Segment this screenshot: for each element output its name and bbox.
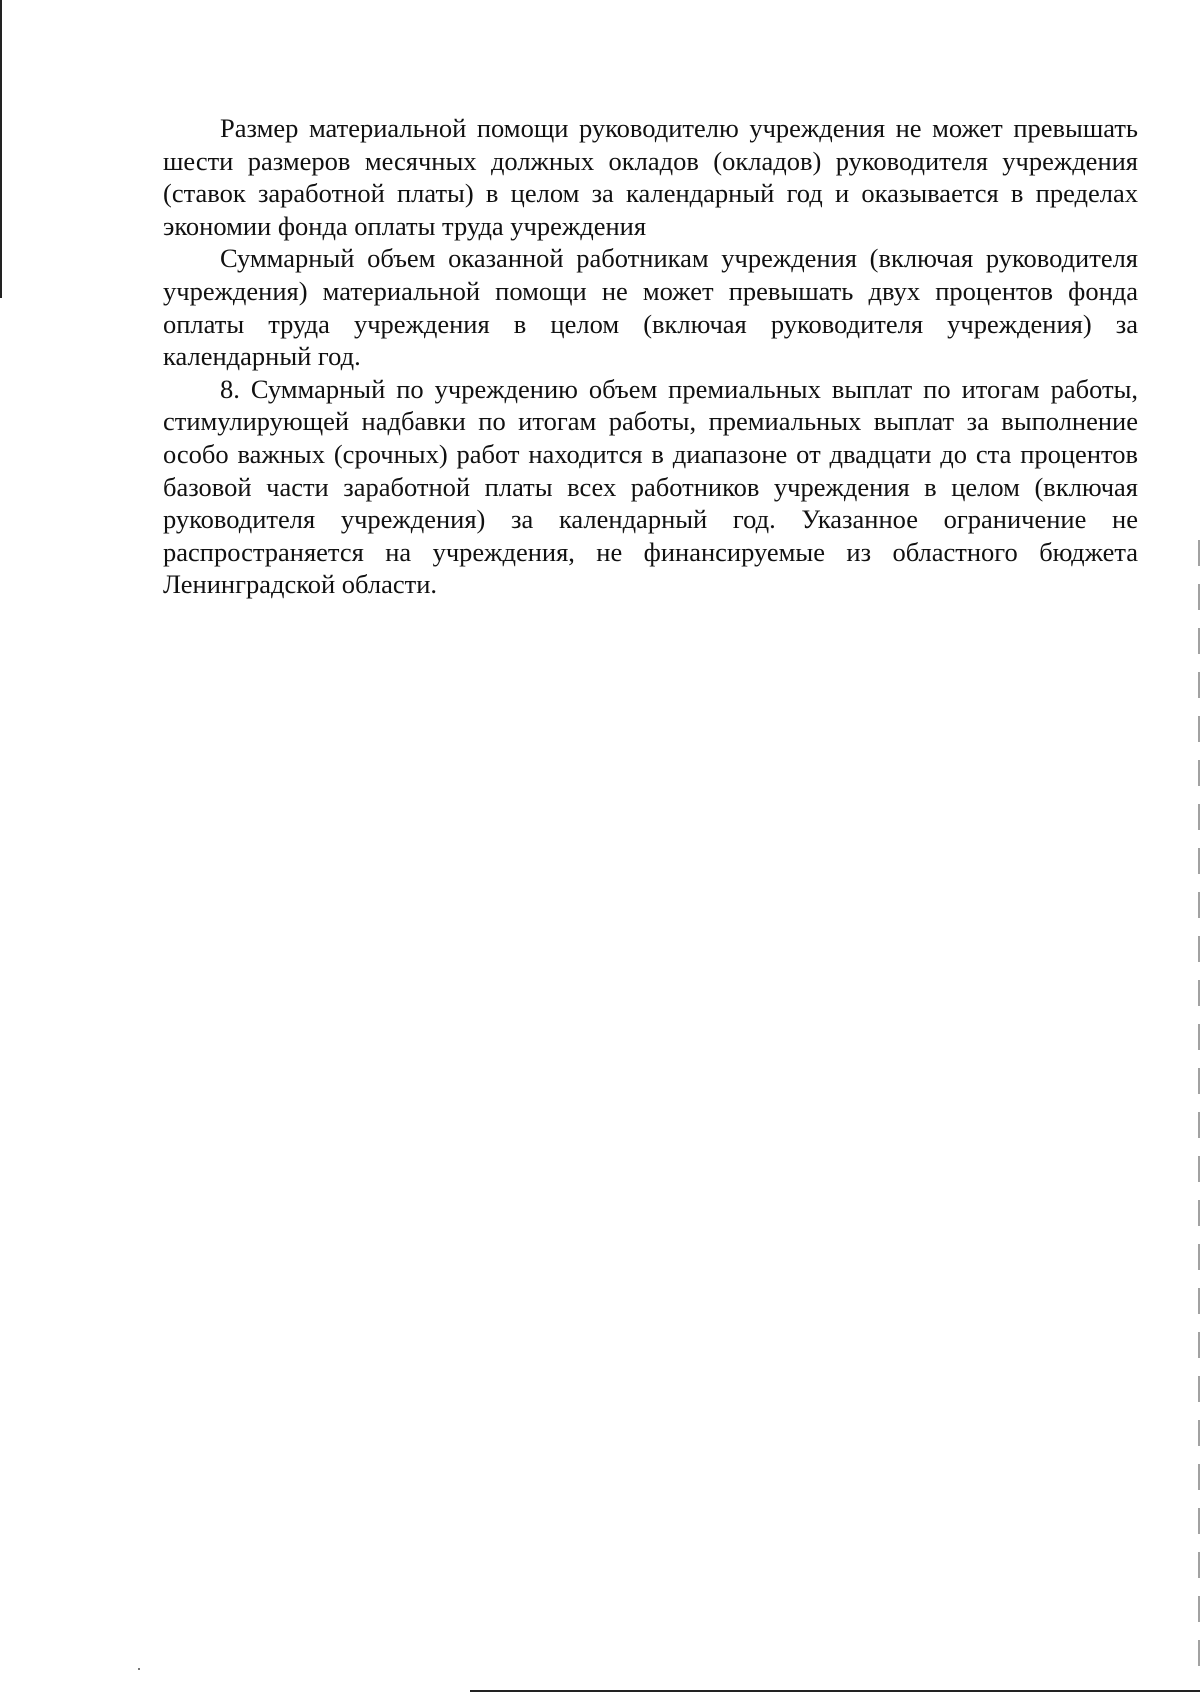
paragraph-material-aid-limit: Размер материальной помощи руководителю учреждения не может превышать шести размеров месячных должных окладов (окладов) руководителя учреждения (ставок заработной платы) в целом за календарный год и оказывается в пределах экономии фонда оплаты труда учреждения xyxy=(163,113,1138,241)
paragraph-item-8-bonus-payments: 8. Суммарный по учреждению объем премиальных выплат по итогам работы, стимулирующей надбавки по итогам работы, премиальных выплат за выполнение особо важных (срочных) работ находится в диапазоне от двадцати до ста процентов базовой части заработной платы всех работников учреждения в целом (включая руководителя учреждения) за календарный год. Указанное ограничение не распространяется на учреждения, не финансируемые из областного бюджета Ленинградской области. xyxy=(163,373,1138,600)
document-body xyxy=(163,112,1138,601)
scan-speck xyxy=(138,1668,140,1670)
paragraph-total-material-aid: Суммарный объем оказанной работникам учреждения (включая руководителя учреждения) материальной помощи не может превышать двух процентов фонда оплаты труда учреждения в целом (включая руководителя учреждения) за календарный год. xyxy=(163,243,1138,372)
scan-edge-left xyxy=(0,0,2,298)
